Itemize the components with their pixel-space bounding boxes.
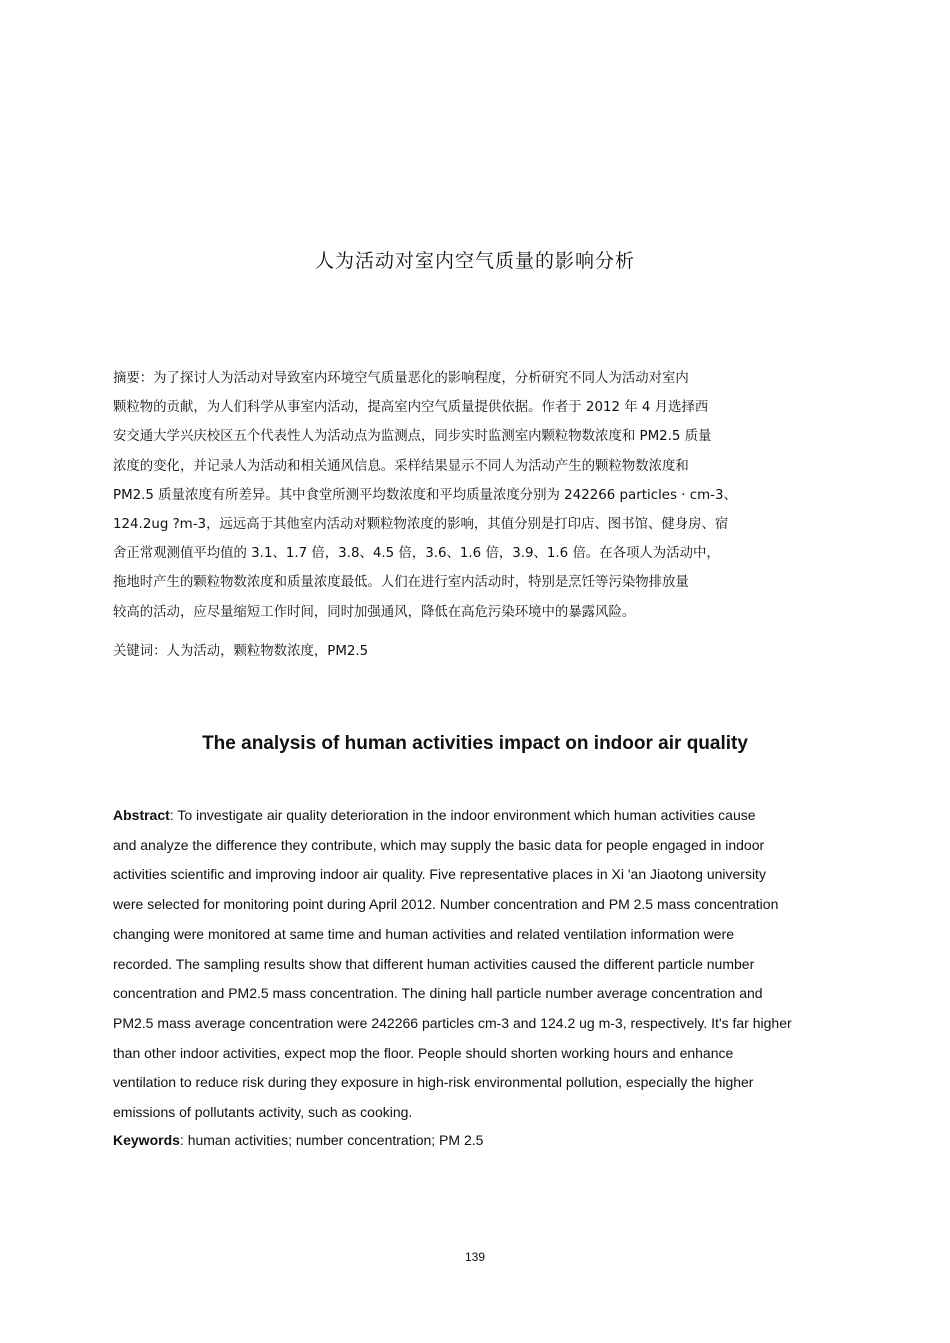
cn-abstract-line: 安交通大学兴庆校区五个代表性人为活动点为监测点，同步实时监测室内颗粒物数浓度和 PM2.5 质量 <box>113 429 712 445</box>
en-abstract-line: activities scientific and improving indoor air quality. Five representative places in Xi 'an Jiaotong university <box>113 866 766 883</box>
en-abstract-line: and analyze the difference they contribute, which may supply the basic data for people engaged in indoor <box>113 836 765 853</box>
english-keywords <box>113 1132 483 1148</box>
cn-abstract-line: 摘要：为了探讨人为活动对导致室内环境空气质量恶化的影响程度，分析研究不同人为活动对室内 <box>113 371 689 386</box>
chinese-abstract <box>113 364 858 627</box>
en-abstract-line: concentration and PM2.5 mass concentration. The dining hall particle number average concentration and <box>113 985 763 1002</box>
english-title: The analysis of human activities impact on indoor air quality <box>202 733 748 754</box>
en-abstract-line: than other indoor activities, expect mop the floor. People should shorten working hours and enhance <box>113 1044 734 1061</box>
abstract-label: Abstract <box>113 807 170 823</box>
chinese-keywords: 关键词：人为活动，颗粒物数浓度，PM2.5 <box>113 644 369 659</box>
keywords-text: : human activities; number concentration; PM 2.5 <box>179 1132 484 1148</box>
en-abstract-line: recorded. The sampling results show that different human activities caused the different particle number <box>113 955 755 972</box>
cn-abstract-line: 拖地时产生的颗粒物数浓度和质量浓度最低。人们在进行室内活动时，特别是烹饪等污染物排放量 <box>113 575 689 591</box>
cn-abstract-line: 较高的活动，应尽量缩短工作时间，同时加强通风，降低在高危污染环境中的暴露风险。 <box>113 604 636 620</box>
en-abstract-line: changing were monitored at same time and human activities and related ventilation information were <box>113 925 735 942</box>
cn-abstract-line: PM2.5 质量浓度有所差异。其中食堂所测平均数浓度和平均质量浓度分别为 242266 particles · cm-3、 <box>113 487 737 503</box>
en-abstract-line: were selected for monitoring point during April 2012. Number concentration and PM 2.5 mass concentration <box>113 896 779 913</box>
en-abstract-line: ventilation to reduce risk during they exposure in high-risk environmental pollution, especially the higher <box>113 1074 754 1091</box>
cn-abstract-line: 124.2ug ?m-3，远远高于其他室内活动对颗粒物浓度的影响，其值分别是打印店、图书馆、健身房、宿 <box>113 517 729 533</box>
cn-abstract-line: 颗粒物的贡献，为人们科学从事室内活动，提高室内空气质量提供依据。作者于 2012 年 4 月选择西 <box>113 400 709 416</box>
keywords-label: Keywords <box>113 1132 180 1148</box>
chinese-title: 人为活动对室内空气质量的影响分析 <box>314 250 635 272</box>
page-number: 139 <box>464 1250 486 1264</box>
cn-abstract-line: 浓度的变化，并记录人为活动和相关通风信息。采样结果显示不同人为活动产生的颗粒物数浓度和 <box>113 458 689 474</box>
en-abstract-line: PM2.5 mass average concentration were 242266 particles cm-3 and 124.2 ug m-3, respectively. It's far higher <box>113 1014 792 1031</box>
en-abstract-line: emissions of pollutants activity, such as cooking. <box>113 1104 413 1121</box>
en-abstract-line: Abstract: To investigate air quality deterioration in the indoor environment which human activities cause <box>113 807 756 823</box>
cn-abstract-line: 舍正常观测值平均值的 3.1、1.7 倍，3.8、4.5 倍，3.6、1.6 倍，3.9、1.6 倍。在各项人为活动中， <box>113 546 720 562</box>
english-abstract <box>113 801 840 1128</box>
